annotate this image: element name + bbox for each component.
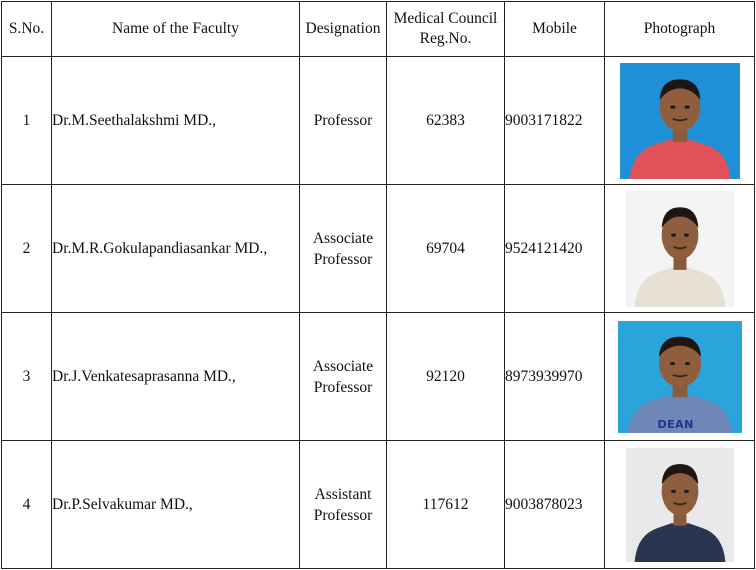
cell-photograph <box>605 57 755 185</box>
cell-sno: 1 <box>2 57 52 185</box>
table-row <box>2 57 755 185</box>
faculty-photograph <box>626 191 734 307</box>
cell-mobile: 9003171822 <box>505 57 605 185</box>
header-sno: S.No. <box>2 2 52 57</box>
cell-reg-no: 117612 <box>387 441 505 569</box>
header-name: Name of the Faculty <box>52 2 300 57</box>
cell-faculty-name: Dr.P.Selvakumar MD., <box>52 441 300 569</box>
faculty-photograph <box>618 321 742 433</box>
faculty-photograph <box>620 63 740 179</box>
cell-designation: Professor <box>300 57 387 185</box>
cell-faculty-name: Dr.J.Venkatesaprasanna MD., <box>52 313 300 441</box>
cell-sno: 4 <box>2 441 52 569</box>
table-row <box>2 441 755 569</box>
table-row <box>2 313 755 441</box>
header-row <box>2 2 755 57</box>
cell-designation: Assistant Professor <box>300 441 387 569</box>
cell-photograph <box>605 441 755 569</box>
faculty-photograph <box>626 448 734 562</box>
cell-mobile: 9003878023 <box>505 441 605 569</box>
cell-sno: 2 <box>2 185 52 313</box>
cell-reg-no: 62383 <box>387 57 505 185</box>
cell-reg-no: 69704 <box>387 185 505 313</box>
cell-designation: Associate Professor <box>300 313 387 441</box>
cell-photograph <box>605 313 755 441</box>
faculty-table <box>1 1 755 569</box>
header-reg-no: Medical Council Reg.No. <box>387 2 505 57</box>
cell-sno: 3 <box>2 313 52 441</box>
cell-mobile: 8973939970 <box>505 313 605 441</box>
cell-faculty-name: Dr.M.Seethalakshmi MD., <box>52 57 300 185</box>
cell-reg-no: 92120 <box>387 313 505 441</box>
cell-designation: Associate Professor <box>300 185 387 313</box>
table-row <box>2 185 755 313</box>
cell-faculty-name: Dr.M.R.Gokulapandiasankar MD., <box>52 185 300 313</box>
header-mobile: Mobile <box>505 2 605 57</box>
cell-photograph <box>605 185 755 313</box>
header-photograph: Photograph <box>605 2 755 57</box>
header-designation: Designation <box>300 2 387 57</box>
photo-stamp: DEAN <box>657 417 694 431</box>
cell-mobile: 9524121420 <box>505 185 605 313</box>
